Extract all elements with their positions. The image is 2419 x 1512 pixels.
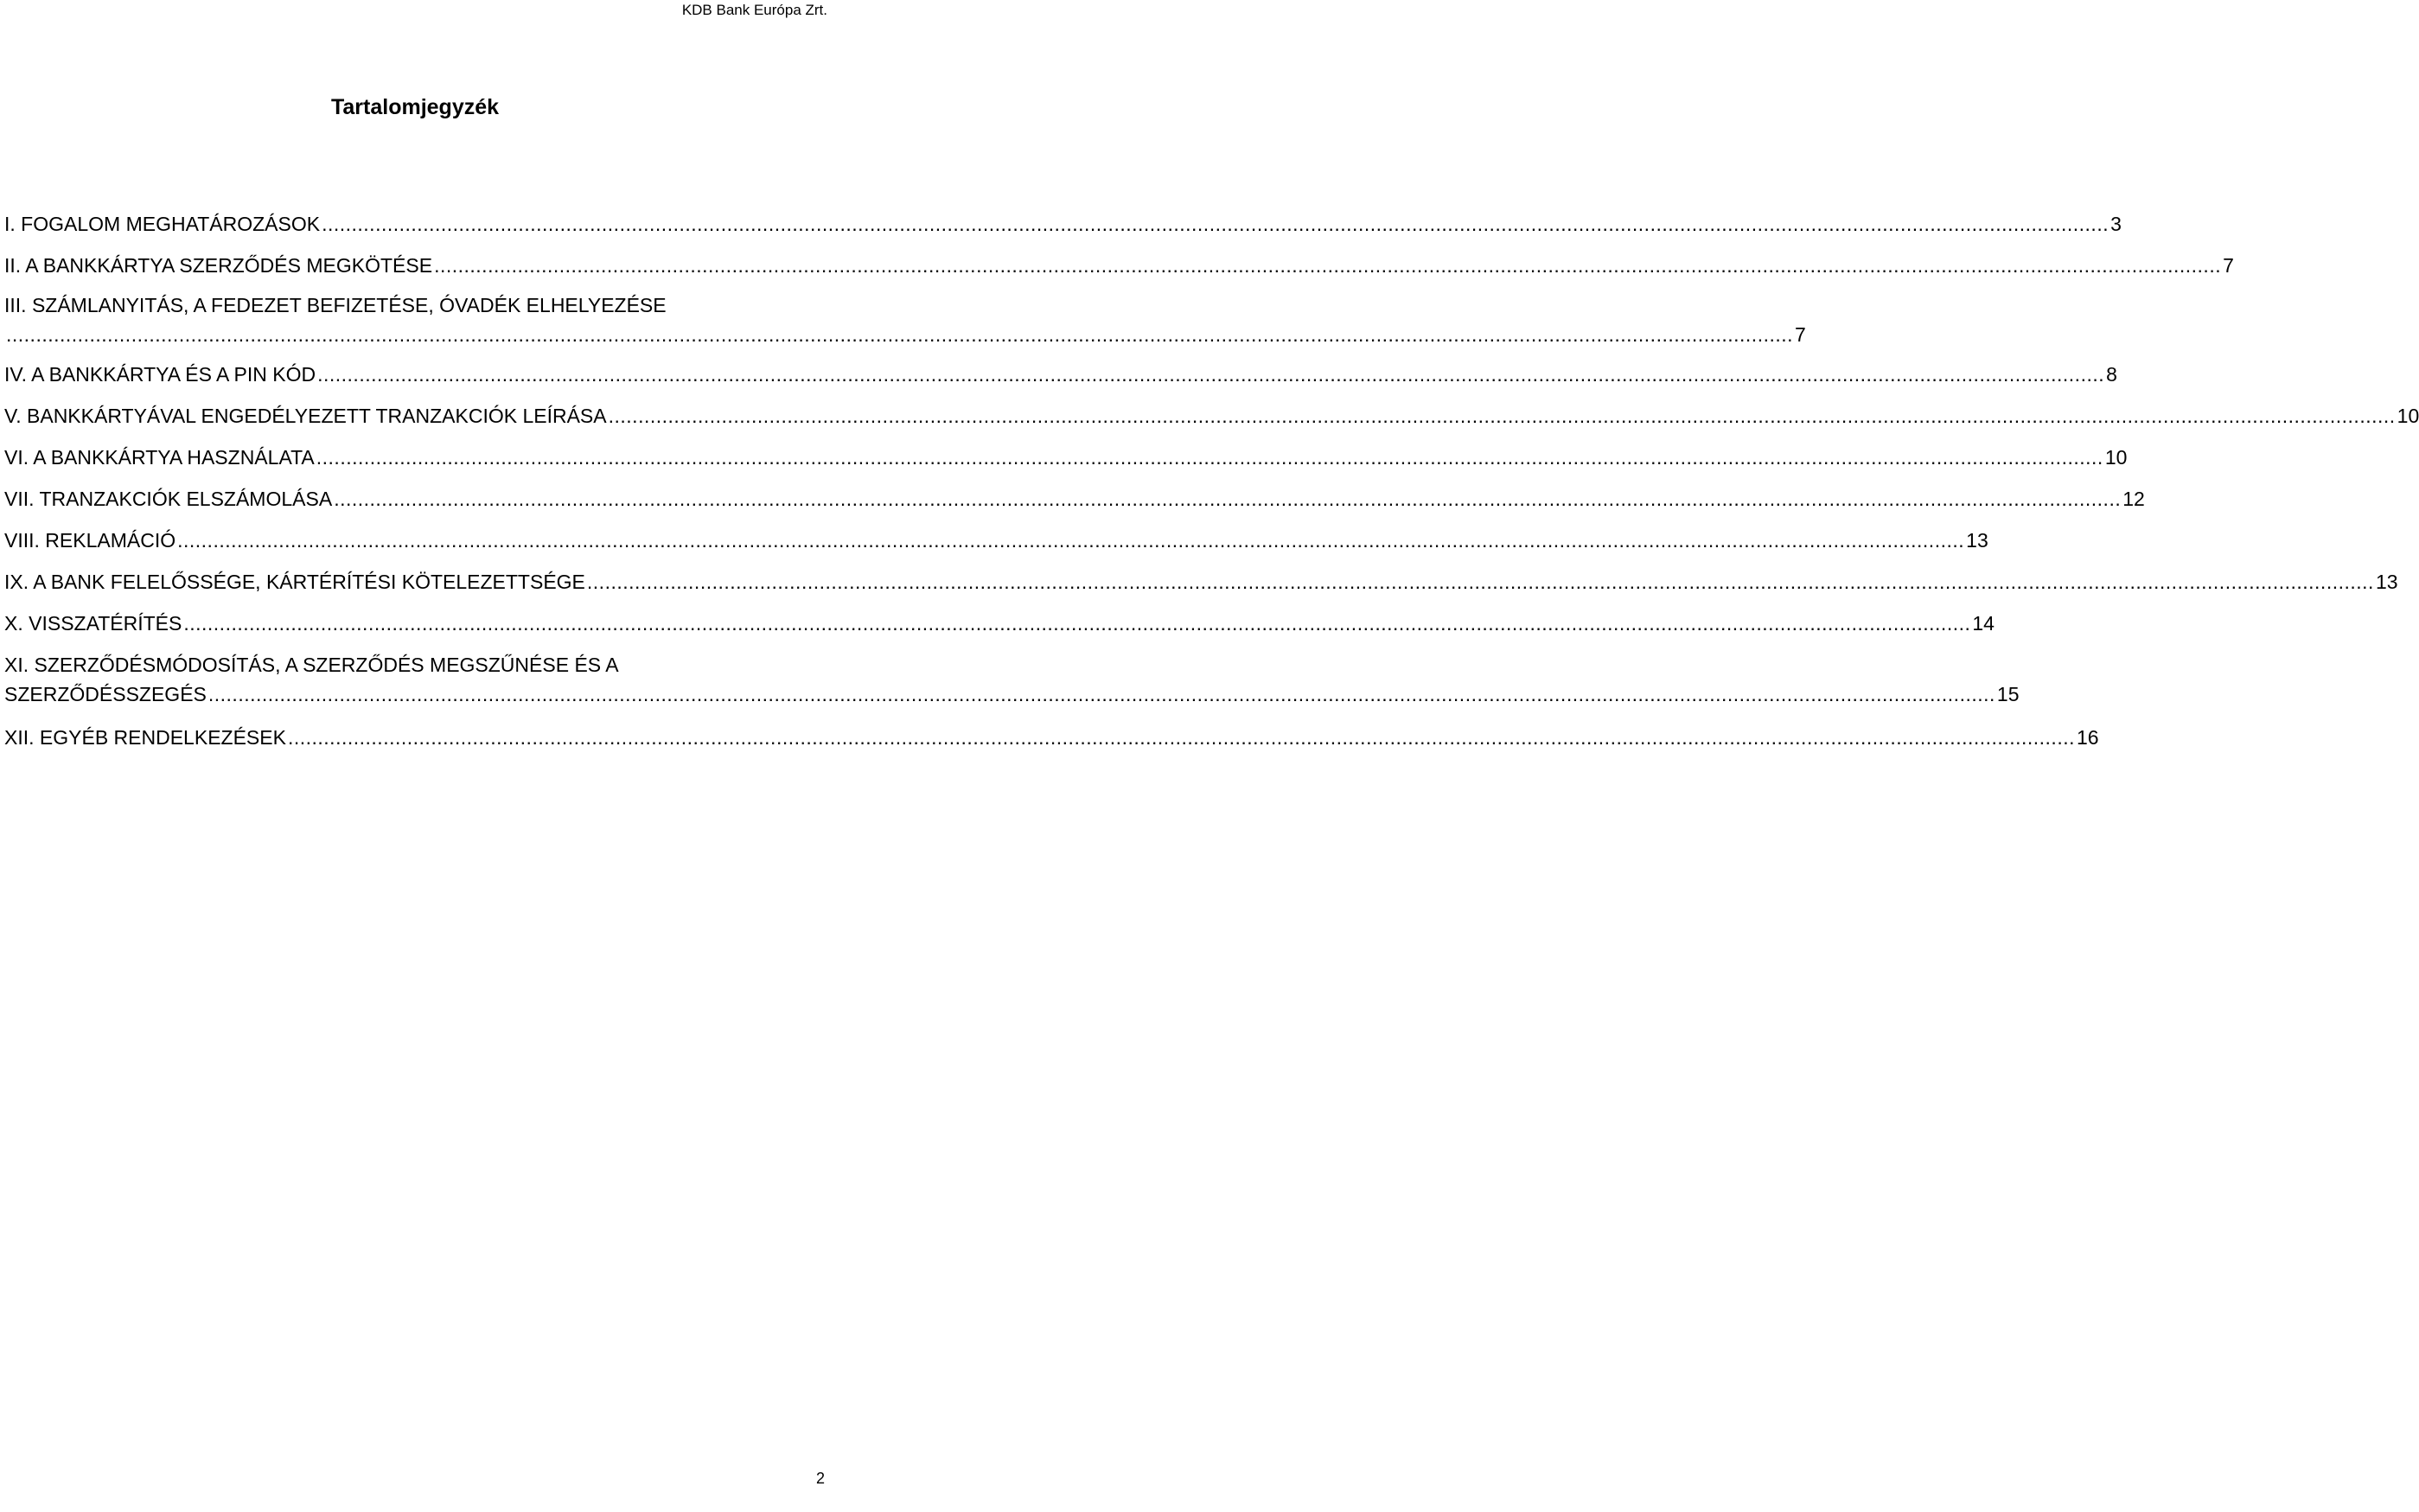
toc-entry-title: IX. A BANK FELELŐSSÉGE, KÁRTÉRÍTÉSI KÖTELEZETTSÉGE	[4, 571, 585, 593]
toc-entry[interactable]	[4, 723, 2099, 752]
toc-entry-line	[4, 360, 2117, 389]
toc-entry-page: 7	[2223, 254, 2234, 277]
toc-entry-line	[4, 679, 2020, 709]
toc-leader-dots: ............................................................................................................................................................................................................................................................................................................	[322, 213, 2109, 235]
toc-leader-dots: ............................................................................................................................................................................................................................................................................................................	[434, 254, 2222, 277]
toc-entry-page: 13	[1966, 529, 1988, 552]
toc-entry-line	[4, 484, 2145, 514]
toc-entry-page: 15	[1996, 683, 2020, 705]
page-title: Tartalomjegyzék	[330, 95, 500, 119]
toc-entry-title: XII. EGYÉB RENDELKEZÉSEK	[4, 726, 286, 749]
page-header-company: KDB Bank Európa Zrt.	[681, 2, 827, 18]
toc-entry[interactable]	[4, 360, 2117, 389]
toc-entry[interactable]	[4, 484, 2145, 514]
toc-entry-line	[4, 401, 2419, 431]
toc-leader-dots: ............................................................................................................................................................................................................................................................................................................	[183, 612, 1971, 635]
toc-entry-page: 12	[2122, 488, 2145, 510]
toc-entry-line	[4, 723, 2099, 752]
toc-entry-title: IV. A BANKKÁRTYA ÉS A PIN KÓD	[4, 363, 316, 386]
toc-entry[interactable]	[4, 567, 2398, 597]
toc-entry-page: 8	[2106, 363, 2117, 386]
toc-leader-dots: ............................................................................................................................................................................................................................................................................................................	[287, 726, 2075, 749]
toc-leader-dots: ............................................................................................................................................................................................................................................................................................................	[177, 529, 1965, 552]
toc-entry-page: 3	[2110, 213, 2122, 235]
toc-entry-page: 7	[1795, 323, 1806, 346]
table-of-contents	[4, 209, 2419, 752]
toc-leader-dots: ............................................................................................................................................................................................................................................................................................................	[334, 488, 2122, 510]
toc-leader-dots: ............................................................................................................................................................................................................................................................................................................	[317, 363, 2105, 386]
toc-entry-title: X. VISSZATÉRÍTÉS	[4, 612, 182, 635]
toc-entry-line	[4, 320, 1806, 349]
page-number: 2	[815, 1470, 825, 1487]
toc-entry-title: SZERZŐDÉSSZEGÉS	[4, 683, 207, 705]
toc-entry[interactable]	[4, 290, 1806, 349]
toc-leader-dots: ............................................................................................................................................................................................................................................................................................................	[586, 571, 2374, 593]
toc-leader-dots: ............................................................................................................................................................................................................................................................................................................	[207, 683, 1995, 705]
toc-entry-page: 10	[2104, 446, 2128, 469]
toc-entry[interactable]	[4, 650, 2020, 709]
toc-leader-dots: ............................................................................................................................................................................................................................................................................................................	[316, 446, 2103, 469]
toc-entry-title: XI. SZERZŐDÉSMÓDOSÍTÁS, A SZERZŐDÉS MEGSZŰNÉSE ÉS A	[4, 654, 619, 676]
toc-entry[interactable]	[4, 526, 1988, 555]
toc-entry-line	[4, 443, 2128, 472]
toc-entry-title: V. BANKKÁRTYÁVAL ENGEDÉLYEZETT TRANZAKCIÓK LEÍRÁSA	[4, 405, 607, 427]
toc-entry-line	[4, 650, 824, 679]
toc-entry-line	[4, 251, 2234, 280]
toc-entry-title: II. A BANKKÁRTYA SZERZŐDÉS MEGKÖTÉSE	[4, 254, 433, 277]
toc-entry-page: 10	[2397, 405, 2419, 427]
toc-entry-line	[4, 290, 824, 320]
toc-entry-page: 16	[2077, 726, 2099, 749]
toc-entry-line	[4, 526, 1988, 555]
toc-entry-line	[4, 609, 1995, 638]
toc-entry[interactable]	[4, 443, 2128, 472]
toc-entry-title: VII. TRANZAKCIÓK ELSZÁMOLÁSA	[4, 488, 333, 510]
toc-entry-title: VI. A BANKKÁRTYA HASZNÁLATA	[4, 446, 315, 469]
toc-entry[interactable]	[4, 251, 2234, 280]
toc-leader-dots: ............................................................................................................................................................................................................................................................................................................	[6, 323, 1794, 346]
toc-entry-title: III. SZÁMLANYITÁS, A FEDEZET BEFIZETÉSE, ÓVADÉK ELHELYEZÉSE	[4, 294, 667, 316]
toc-entry-line	[4, 209, 2122, 239]
toc-entry[interactable]	[4, 209, 2122, 239]
toc-entry-page: 14	[1972, 612, 1995, 635]
toc-entry[interactable]	[4, 609, 1995, 638]
toc-entry-title: VIII. REKLAMÁCIÓ	[4, 529, 176, 552]
toc-entry[interactable]	[4, 401, 2419, 431]
toc-entry-page: 13	[2375, 571, 2398, 593]
toc-entry-line	[4, 567, 2398, 597]
toc-entry-title: I. FOGALOM MEGHATÁROZÁSOK	[4, 213, 321, 235]
toc-leader-dots: ............................................................................................................................................................................................................................................................................................................	[608, 405, 2396, 427]
